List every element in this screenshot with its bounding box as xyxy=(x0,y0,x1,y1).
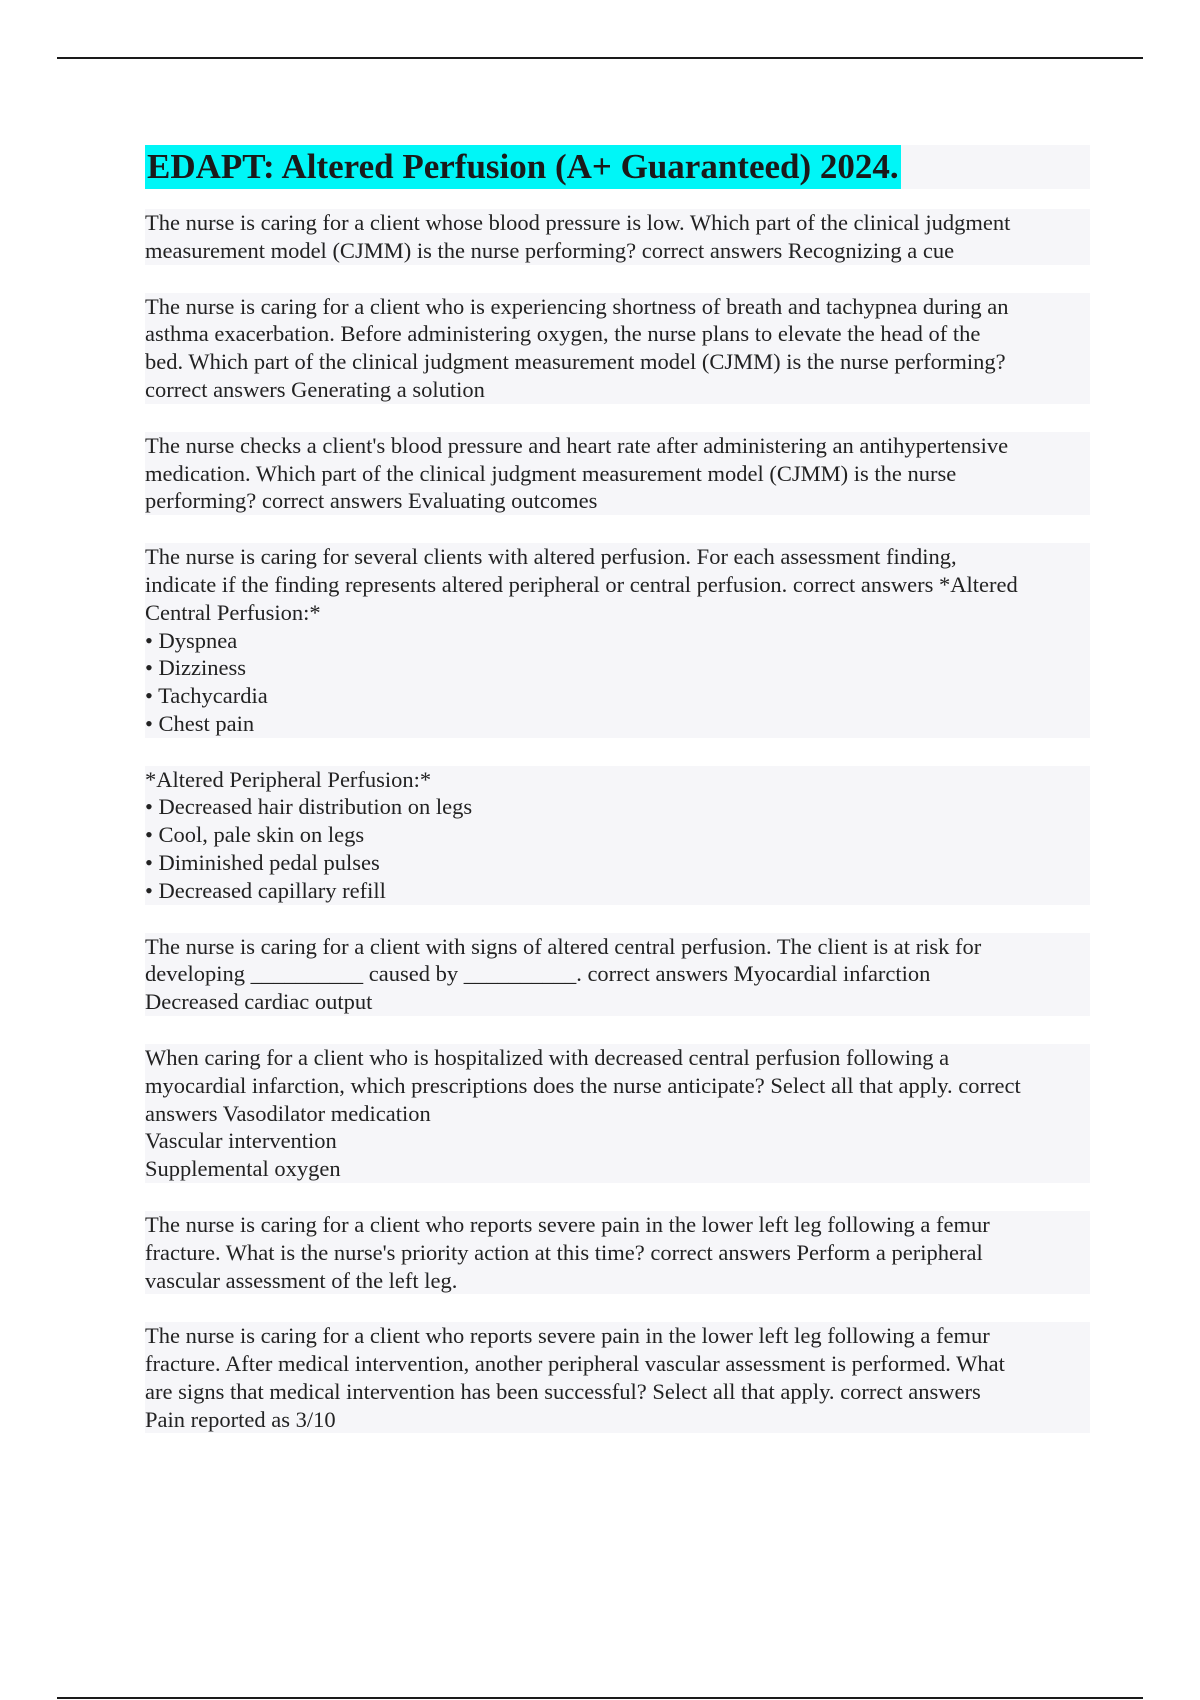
qa-text-line: medication. Which part of the clinical judgment measurement model (CJMM) is the nurse xyxy=(145,460,1090,488)
qa-text-line: answers Vasodilator medication xyxy=(145,1100,1090,1128)
qa-text-line: Decreased cardiac output xyxy=(145,988,1090,1016)
document-title: EDAPT: Altered Perfusion (A+ Guaranteed) 2024. xyxy=(145,145,901,189)
qa-text-line: When caring for a client who is hospitalized with decreased central perfusion following a xyxy=(145,1044,1090,1072)
qa-entry xyxy=(145,1322,1090,1433)
qa-list xyxy=(145,209,1090,1433)
qa-text-line: Supplemental oxygen xyxy=(145,1155,1090,1183)
qa-text-line: • Dyspnea xyxy=(145,627,1090,655)
qa-text-line: The nurse is caring for several clients with altered perfusion. For each assessment finding, xyxy=(145,543,1090,571)
qa-text-line: asthma exacerbation. Before administering oxygen, the nurse plans to elevate the head of the xyxy=(145,320,1090,348)
title-band xyxy=(145,145,1090,189)
qa-text-line: indicate if the finding represents altered peripheral or central perfusion. correct answers *Altered xyxy=(145,571,1090,599)
qa-text-line: The nurse is caring for a client whose blood pressure is low. Which part of the clinical judgment xyxy=(145,209,1090,237)
qa-text-line: The nurse checks a client's blood pressure and heart rate after administering an antihypertensive xyxy=(145,432,1090,460)
qa-text-line: The nurse is caring for a client who reports severe pain in the lower left leg following a femur xyxy=(145,1322,1090,1350)
qa-entry xyxy=(145,543,1090,904)
qa-text-line: vascular assessment of the left leg. xyxy=(145,1267,1090,1295)
qa-text-line: developing __________ caused by __________. correct answers Myocardial infarction xyxy=(145,960,1090,988)
qa-text-line: • Cool, pale skin on legs xyxy=(145,821,1090,849)
qa-entry xyxy=(145,293,1090,404)
qa-entry xyxy=(145,1044,1090,1183)
qa-text-line: performing? correct answers Evaluating outcomes xyxy=(145,487,1090,515)
qa-text-line: bed. Which part of the clinical judgment measurement model (CJMM) is the nurse performing? xyxy=(145,348,1090,376)
qa-text-line: fracture. After medical intervention, another peripheral vascular assessment is performed. What xyxy=(145,1350,1090,1378)
qa-text-line: • Decreased capillary refill xyxy=(145,877,1090,905)
qa-text-line: The nurse is caring for a client who is experiencing shortness of breath and tachypnea during an xyxy=(145,293,1090,321)
qa-text-line: measurement model (CJMM) is the nurse performing? correct answers Recognizing a cue xyxy=(145,237,1090,265)
qa-text-line: correct answers Generating a solution xyxy=(145,376,1090,404)
qa-text-line: Central Perfusion:* xyxy=(145,599,1090,627)
qa-text-line: • Diminished pedal pulses xyxy=(145,849,1090,877)
qa-text-line: are signs that medical intervention has been successful? Select all that apply. correct answers xyxy=(145,1378,1090,1406)
qa-entry xyxy=(145,209,1090,265)
qa-text-line: • Dizziness xyxy=(145,654,1090,682)
qa-text-line: • Chest pain xyxy=(145,710,1090,738)
document-body xyxy=(145,145,1090,1433)
qa-text-line: • Tachycardia xyxy=(145,682,1090,710)
qa-text-line: Vascular intervention xyxy=(145,1127,1090,1155)
top-rule xyxy=(57,57,1143,59)
qa-entry xyxy=(145,1211,1090,1294)
qa-text-line: myocardial infarction, which prescriptions does the nurse anticipate? Select all that apply. correct xyxy=(145,1072,1090,1100)
qa-entry xyxy=(145,933,1090,1016)
qa-text-line: *Altered Peripheral Perfusion:* xyxy=(145,766,1090,794)
qa-entry xyxy=(145,432,1090,515)
qa-text-line: The nurse is caring for a client with signs of altered central perfusion. The client is at risk for xyxy=(145,933,1090,961)
qa-text-line: Pain reported as 3/10 xyxy=(145,1406,1090,1434)
qa-text-line: • Decreased hair distribution on legs xyxy=(145,793,1090,821)
qa-text-line: The nurse is caring for a client who reports severe pain in the lower left leg following a femur xyxy=(145,1211,1090,1239)
paragraph-gap xyxy=(145,738,1090,766)
bottom-rule xyxy=(57,1697,1143,1699)
qa-text-line: fracture. What is the nurse's priority action at this time? correct answers Perform a peripheral xyxy=(145,1239,1090,1267)
